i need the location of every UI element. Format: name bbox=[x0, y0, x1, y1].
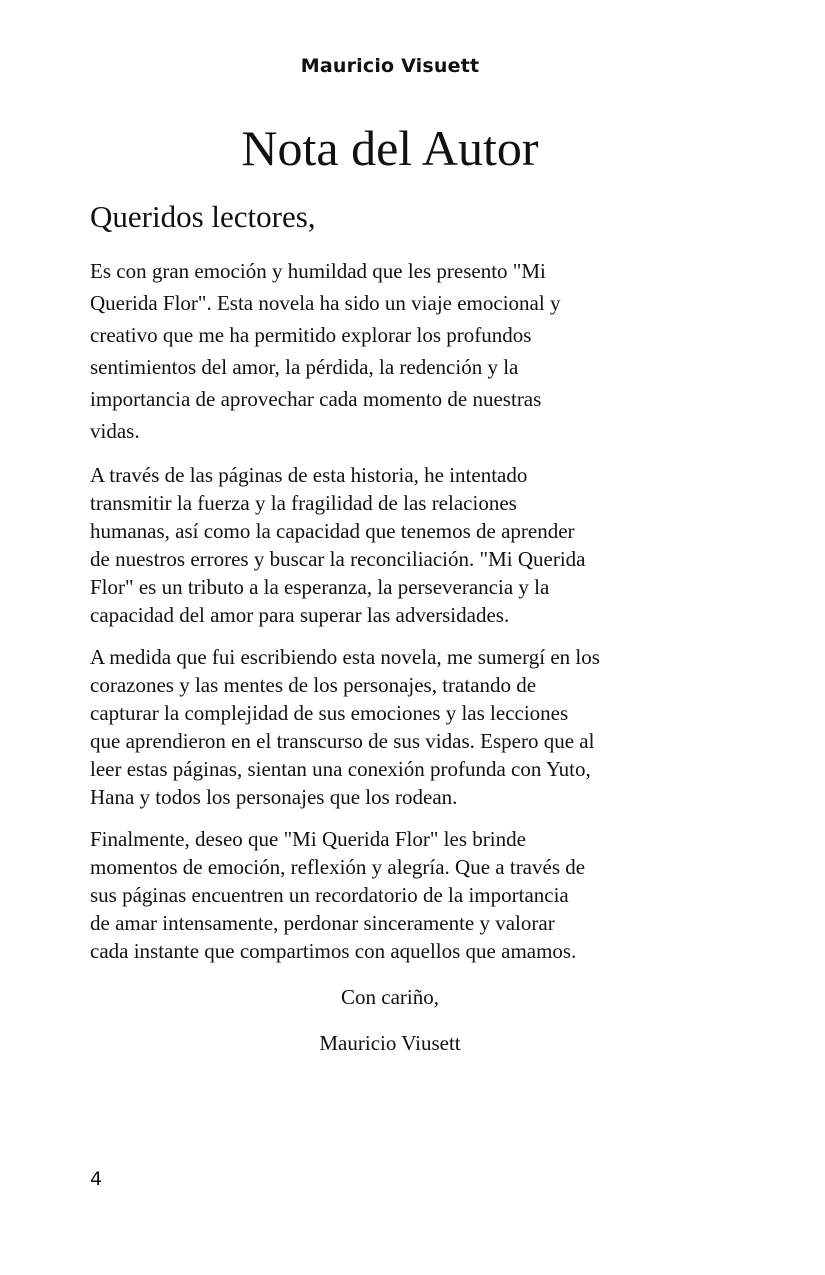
paragraph-4: Finalmente, deseo que "Mi Querida Flor" les brinde momentos de emoción, reflexión y alegría. Que a través de sus páginas encuentren un recordatorio de la importancia de amar intensamente, perdonar sinceramente y valorar cada instante que compartimos con aquellos que amamos. bbox=[90, 827, 586, 963]
body-text bbox=[90, 255, 695, 1057]
valediction: Con cariño, bbox=[341, 985, 439, 1009]
page-number: 4 bbox=[90, 1168, 103, 1190]
paragraph-1: Es con gran emoción y humildad que les presento "Mi Querida Flor". Esta novela ha sido un viaje emocional y creativo que me ha permitido explorar los profundos sentimientos del amor, la pérdida, la redención y la importancia de aprovechar cada momento de nuestras vidas. bbox=[90, 259, 561, 443]
paragraph-2: A través de las páginas de esta historia, he intentado transmitir la fuerza y la fragilidad de las relaciones humanas, así como la capacidad que tenemos de aprender de nuestros errores y buscar la reconciliación. "Mi Querida Flor" es un tributo a la esperanza, la perseverancia y la capacidad del amor para superar las adversidades. bbox=[90, 463, 586, 627]
chapter-title: Nota del Autor bbox=[241, 120, 539, 176]
salutation: Queridos lectores, bbox=[90, 199, 316, 234]
paragraph-3: A medida que fui escribiendo esta novela, me sumergí en los corazones y las mentes de los personajes, tratando de capturar la complejidad de sus emociones y las lecciones que aprendieron en el transcurso de sus vidas. Espero que al leer estas páginas, sientan una conexión profunda con Yuto, Hana y todos los personajes que los rodean. bbox=[90, 645, 600, 809]
signature: Mauricio Viusett bbox=[319, 1031, 461, 1055]
running-header-author: Mauricio Visuett bbox=[300, 55, 480, 77]
